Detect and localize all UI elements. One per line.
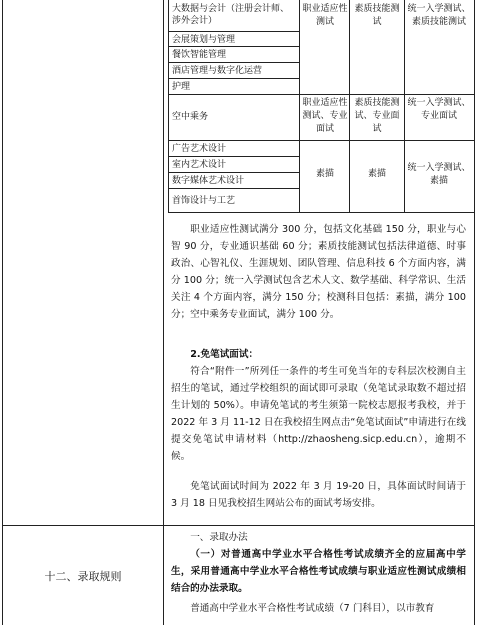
- score-note-text: 普通高中学业水平合格性考试成绩（7 门科目），以市教育: [190, 603, 435, 614]
- exemption-paragraph: [171, 363, 466, 465]
- admission-method-block: [171, 529, 466, 546]
- test-cell: 素质技能测试: [354, 4, 400, 27]
- major-name: 数字媒体艺术设计: [172, 176, 245, 186]
- row-line: [168, 188, 299, 189]
- interview-paragraph: [171, 478, 466, 512]
- row-group-line: [168, 140, 474, 141]
- inner-table-col-divider-3: [404, 0, 405, 213]
- row-group-line: [168, 94, 474, 95]
- major-name: 餐饮智能管理: [172, 50, 227, 60]
- admission-rule-block: [171, 546, 466, 597]
- outer-left-border: [2, 0, 3, 625]
- admission-method-heading: 一、录取办法: [190, 532, 248, 543]
- major-name: 广告艺术设计: [172, 144, 227, 154]
- test-cell: 统一入学测试、专业面试: [407, 98, 471, 121]
- exemption-heading-block: [171, 346, 466, 363]
- column-divider: [163, 0, 164, 625]
- row-line: [168, 62, 299, 63]
- row-line: [168, 156, 299, 157]
- test-cell: 职业适应性测试、专业面试: [302, 98, 348, 134]
- exemption-heading: 2.免笔试面试：: [190, 349, 259, 360]
- scoring-paragraph: [171, 221, 466, 323]
- major-name: 首饰设计与工艺: [172, 196, 236, 206]
- interview-text: 免笔试面试时间为 2022 年 3 月 19-20 日，具体面试时间请于 3 月 18 日见我校招生网站公布的面试考场安排。: [171, 481, 466, 509]
- major-name: 护理: [172, 82, 191, 92]
- row-line: [168, 172, 299, 173]
- test-cell: 素质技能测试、专业面试: [354, 98, 400, 134]
- major-name: 空中乘务: [172, 112, 209, 122]
- major-name: 大数据与会计（注册会计师、涉外会计）: [172, 4, 290, 26]
- test-cell: 统一入学测试、素质技能测试: [407, 4, 471, 27]
- test-cell: 素描: [367, 169, 386, 179]
- row-line: [168, 46, 299, 47]
- row-group-line: [168, 212, 474, 213]
- inner-table-col-divider-2: [349, 0, 350, 213]
- test-cell: 职业适应性测试: [302, 4, 348, 27]
- test-cell: 统一入学测试、素描: [407, 163, 471, 186]
- row-line: [168, 78, 299, 79]
- section-title: 十二、录取规则: [44, 570, 122, 583]
- score-note-block: [171, 600, 466, 625]
- section-divider: [2, 525, 475, 526]
- scoring-text: 职业适应性测试满分 300 分，包括文化基础 150 分，职业与心智 90 分，专业通识基础 60 分；素质技能测试包括法律道德、时事政治、心智礼仪、生涯规划、团队管理、信息科技 6 个方面内容，满分 100 分；统一入学测试包含艺术人文、数学基础、科学常识、生活关注 4 个方面内容，满分 150 分；校测科目包括：素描，满分 100 分；空中乘务专业面试，满分 100 分。: [171, 224, 466, 320]
- test-cell: 素描: [315, 169, 334, 179]
- exemption-text: 符合“附件一”所列任一条件的考生可免当年的专科层次校测自主招生的笔试，通过学校组织的面试即可录取（免笔试录取数不超过招生计划的 50%）。申请免笔试的考生须第一院校志愿报考我校，并于 2022 年 3 月 11-12 日在我校招生网点击“免笔试面试”申请进行在线提交免笔试申请材料（http://zhaosheng.sicp.edu.cn），逾期不候。: [171, 366, 466, 462]
- inner-table-col-divider-1: [299, 0, 300, 213]
- major-name: 会展策划与管理: [172, 35, 236, 45]
- major-name: 室内艺术设计: [172, 160, 227, 170]
- admission-rule-text: （一）对普通高中学业水平合格性考试成绩齐全的应届高中学生，采用普通高中学业水平合格性考试成绩与职业适应性测试成绩相结合的办法录取。: [171, 549, 466, 594]
- outer-right-border: [474, 0, 475, 625]
- row-line: [168, 31, 299, 32]
- major-name: 酒店管理与数字化运营: [172, 66, 263, 76]
